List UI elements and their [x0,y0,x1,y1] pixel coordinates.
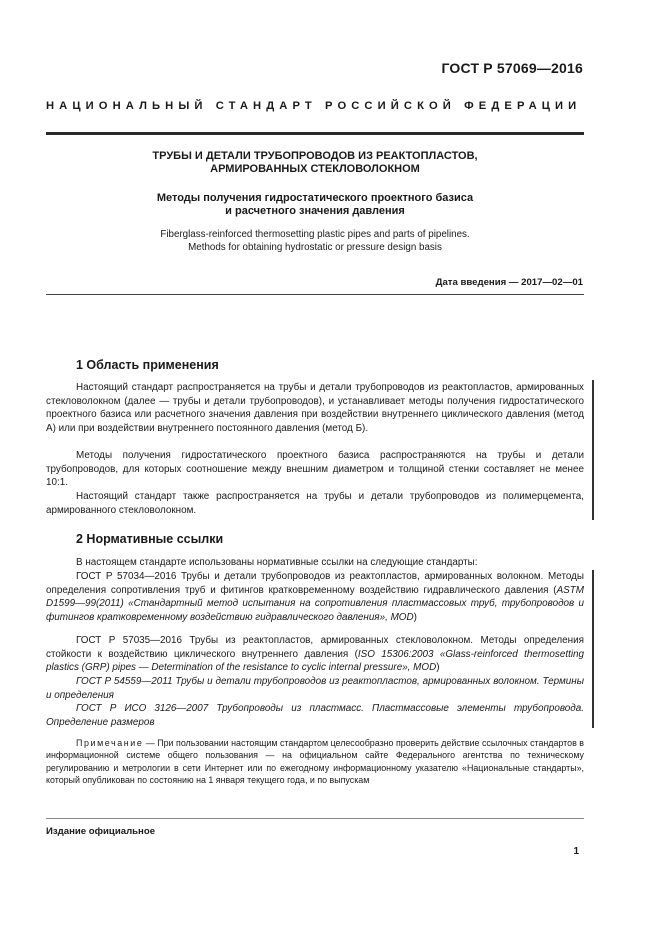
section-2-intro: В настоящем стандарте использованы нормативные ссылки на следующие стандарты: [76,557,478,568]
reference-source-standard: ASTM D1599—99(2011) «Стандартный метод испытания на сопротивления пластмассовых труб, трубопроводов и фитингов кратковременному воздействию гидравлического давления», MOD [46,584,584,623]
standard-number: ГОСТ Р 57069—2016 [441,60,583,76]
reference-gost-54559: ГОСТ Р 54559—2011 Трубы и детали трубопроводов из реактопластов, армированных волокном. Термины и определения [46,676,584,701]
subtitle-line-2: и расчетного значения давления [225,205,405,217]
reference-gost-57035 [46,634,584,675]
note [46,737,584,787]
change-bar [592,570,594,728]
section-1-heading: 1 Область применения [76,358,219,372]
title-line-1: ТРУБЫ И ДЕТАЛИ ТРУБОПРОВОДОВ ИЗ РЕАКТОПЛАСТОВ, [152,150,478,162]
subtitle-line-1: Методы получения гидростатического проектного базиса [156,192,474,204]
reference-close: ) [413,611,417,623]
reference-source-standard: ISO 15306:2003 «Glass-reinforced thermosetting plastics (GRP) pipes — Determination of the resistance to cyclic internal pressure», MOD [46,648,584,674]
section-1-paragraph-3: Настоящий стандарт также распространяется на трубы и детали трубопроводов из полимерцемента, армированного стекловолокном. [46,491,584,516]
introduction-date: Дата введения — 2017—02—01 [435,277,583,288]
title-line-2: АРМИРОВАННЫХ СТЕКЛОВОЛОКНОМ [210,163,420,175]
english-title [46,229,584,254]
header-rule [46,132,584,135]
reference-text: ГОСТ Р 57035—2016 Трубы из реактопластов, армированных стекловолокном. Методы определения стойкости к воздействию циклического внутреннего давления ( [46,635,584,660]
section-2-heading: 2 Нормативные ссылки [76,532,224,546]
english-title-line-2: Methods for obtaining hydrostatic or pressure design basis [188,241,442,253]
note-text: — При пользовании настоящим стандартом целесообразно проверить действие ссылочных стандартов в информационной системе общего пользования — на официальном сайте Федерального агентства по техническому регулированию и метрологии в сети Интернет или по ежегодному информационному указателю «Национальные стандарты», который опубликован по состоянию на 1 января текущего года, и по выпускам [46,738,584,786]
official-edition-label: Издание официальное [46,826,156,837]
document-title [46,150,584,176]
section-1-paragraph-2: Методы получения гидростатического проектного базиса распространяются на трубы и детали трубопроводов, для которых соотношение между внешним диаметром и толщиной стенки составляет не менее 10:1. [46,450,584,489]
national-standard-banner: НАЦИОНАЛЬНЫЙ СТАНДАРТ РОССИЙСКОЙ ФЕДЕРАЦИИ [46,100,582,112]
reference-gost-57034 [46,570,584,624]
english-title-line-1: Fiberglass-reinforced thermosetting plastic pipes and parts of pipelines. [160,229,470,240]
document-subtitle [46,192,584,218]
page-number: 1 [573,846,579,857]
section-1-paragraph-1: Настоящий стандарт распространяется на трубы и детали трубопроводов из реактопластов, армированных стекловолокном (далее — трубы и детали трубопроводов), и устанавливает методы получения гидростатического проектного базиса или расчетного значения давления при воздействии внутреннего циклического давления (метод А) или при воздействии внутреннего постоянного давления (метод Б). [46,382,584,434]
footer-rule [46,818,584,819]
reference-gost-iso-3126: ГОСТ Р ИСО 3126—2007 Трубопроводы из пластмасс. Пластмассовые элементы трубопровода. Определение размеров [46,703,584,728]
date-rule [46,294,584,295]
note-label: Примечание [76,738,144,748]
reference-close: ) [436,662,440,674]
reference-text: ГОСТ Р 57034—2016 Трубы и детали трубопроводов из реактопластов, армированных волокном. Методы определения сопротивления труб и фитингов кратковременному воздействию гидравлического давления ( [46,571,584,596]
change-bar [592,380,594,520]
